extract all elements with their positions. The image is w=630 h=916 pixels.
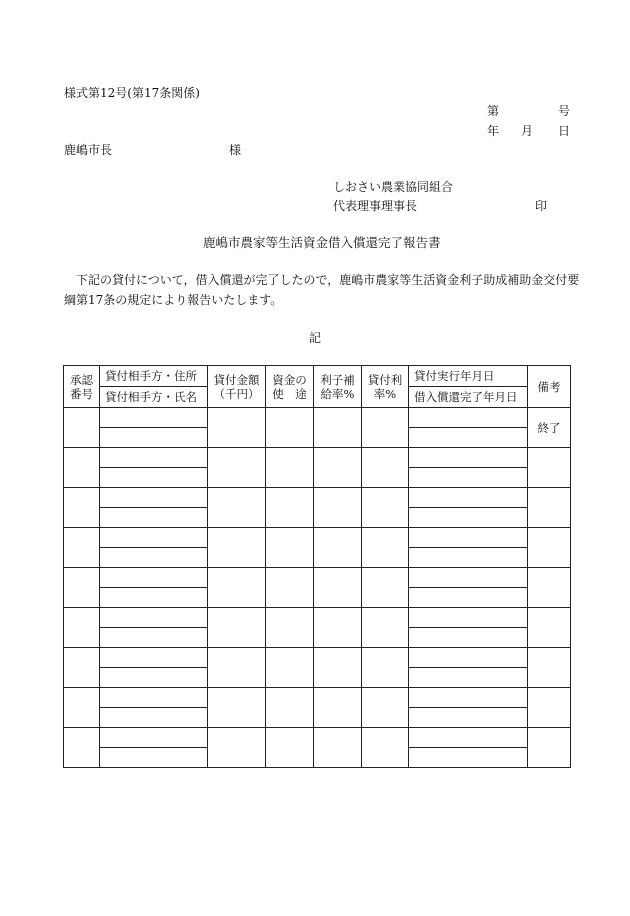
remarks-cell[interactable] [528, 608, 571, 648]
borrower-address-cell[interactable] [100, 568, 208, 588]
loan-amount-cell[interactable] [208, 728, 266, 768]
subsidy-rate-cell[interactable] [314, 688, 362, 728]
borrower-address-cell[interactable] [100, 648, 208, 668]
subsidy-rate-cell[interactable] [314, 488, 362, 528]
ki-heading: 記 [309, 331, 322, 345]
interest-rate-cell[interactable] [362, 728, 409, 768]
approval-number-cell[interactable] [64, 688, 100, 728]
repay-date-cell[interactable] [409, 428, 528, 448]
document-number-suffix: 号 [558, 104, 571, 118]
table-row [64, 728, 571, 748]
remarks-cell[interactable] [528, 448, 571, 488]
borrower-address-cell[interactable] [100, 448, 208, 468]
loan-date-cell[interactable] [409, 448, 528, 468]
interest-rate-cell[interactable] [362, 488, 409, 528]
borrower-name-cell[interactable] [100, 428, 208, 448]
remarks-cell[interactable] [528, 528, 571, 568]
approval-number-cell[interactable] [64, 728, 100, 768]
approval-number-cell[interactable] [64, 648, 100, 688]
fund-usage-cell[interactable] [266, 648, 314, 688]
addressee-honorific: 様 [229, 143, 242, 157]
repay-date-cell[interactable] [409, 508, 528, 528]
interest-rate-cell[interactable] [362, 448, 409, 488]
interest-rate-cell[interactable] [362, 608, 409, 648]
form-number: 様式第12号(第17条関係) [64, 86, 200, 100]
fund-usage-cell[interactable] [266, 728, 314, 768]
remarks-cell[interactable] [528, 488, 571, 528]
header-loan-amount [208, 366, 266, 408]
fund-usage-cell[interactable] [266, 408, 314, 448]
loan-amount-cell[interactable] [208, 448, 266, 488]
interest-rate-cell[interactable] [362, 528, 409, 568]
loan-amount-cell[interactable] [208, 648, 266, 688]
borrower-name-cell[interactable] [100, 628, 208, 648]
remarks-cell[interactable] [528, 648, 571, 688]
table-row [64, 648, 571, 668]
seal-mark: 印 [535, 199, 548, 213]
repay-date-cell[interactable] [409, 468, 528, 488]
repay-date-cell[interactable] [409, 588, 528, 608]
subsidy-rate-cell[interactable] [314, 648, 362, 688]
loan-amount-cell[interactable] [208, 488, 266, 528]
repay-date-cell[interactable] [409, 628, 528, 648]
date-day-label: 日 [558, 124, 571, 138]
subsidy-rate-cell[interactable] [314, 528, 362, 568]
sender-organization: しおさい農業協同組合 [333, 180, 454, 194]
header-amount-line1: 貸付金額 [213, 372, 260, 387]
header-subsidy-line1: 利子補 [320, 372, 355, 387]
fund-usage-cell[interactable] [266, 608, 314, 648]
addressee-name: 鹿嶋市長 [64, 143, 113, 157]
loan-amount-cell[interactable] [208, 608, 266, 648]
borrower-name-cell[interactable] [100, 508, 208, 528]
header-interest-line2: 率% [373, 386, 397, 401]
header-subsidy-rate [314, 366, 362, 408]
borrower-address-cell[interactable] [100, 728, 208, 748]
repay-date-cell[interactable] [409, 748, 528, 768]
loan-date-cell[interactable] [409, 528, 528, 548]
remarks-cell[interactable] [528, 728, 571, 768]
interest-rate-cell[interactable] [362, 408, 409, 448]
repay-date-cell[interactable] [409, 668, 528, 688]
report-table [63, 365, 571, 768]
borrower-name-cell[interactable] [100, 548, 208, 568]
loan-date-cell[interactable] [409, 728, 528, 748]
borrower-address-cell[interactable] [100, 488, 208, 508]
header-approval-number [64, 366, 100, 408]
approval-number-cell[interactable] [64, 528, 100, 568]
header-loan-date: 貸付実行年月日 [409, 366, 528, 387]
approval-number-cell[interactable] [64, 488, 100, 528]
approval-number-cell[interactable] [64, 448, 100, 488]
interest-rate-cell[interactable] [362, 568, 409, 608]
borrower-name-cell[interactable] [100, 468, 208, 488]
header-approval-line1: 承認 [70, 372, 93, 387]
document-title: 鹿嶋市農家等生活資金借入償還完了報告書 [203, 235, 441, 250]
table-row [64, 568, 571, 588]
borrower-address-cell[interactable] [100, 688, 208, 708]
subsidy-rate-cell[interactable] [314, 568, 362, 608]
loan-date-cell[interactable] [409, 488, 528, 508]
borrower-name-cell[interactable] [100, 588, 208, 608]
header-usage-line1: 資金の [272, 372, 307, 387]
loan-date-cell[interactable] [409, 688, 528, 708]
interest-rate-cell[interactable] [362, 688, 409, 728]
fund-usage-cell[interactable] [266, 528, 314, 568]
subsidy-rate-cell[interactable] [314, 728, 362, 768]
remarks-cell[interactable]: 終了 [528, 408, 571, 448]
table-row [64, 608, 571, 628]
borrower-name-cell[interactable] [100, 668, 208, 688]
header-amount-line2: （千円） [213, 386, 260, 401]
header-row-top [64, 366, 571, 387]
table-row [64, 528, 571, 548]
repay-date-cell[interactable] [409, 708, 528, 728]
remarks-cell[interactable] [528, 688, 571, 728]
loan-amount-cell[interactable] [208, 688, 266, 728]
interest-rate-cell[interactable] [362, 648, 409, 688]
body-line-2: 綱第17条の規定により報告いたします。 [64, 293, 283, 307]
sender-representative: 代表理事理事長 [333, 199, 418, 213]
header-remarks: 備考 [528, 366, 571, 408]
header-borrower-name: 貸付相手方・氏名 [100, 387, 208, 408]
header-repay-date: 借入償還完了年月日 [409, 387, 528, 408]
approval-number-cell[interactable] [64, 568, 100, 608]
table-row [64, 408, 571, 428]
remarks-cell[interactable] [528, 568, 571, 608]
fund-usage-cell[interactable] [266, 448, 314, 488]
header-fund-usage [266, 366, 314, 408]
header-approval-line2: 番号 [70, 386, 93, 401]
fund-usage-cell[interactable] [266, 568, 314, 608]
loan-amount-cell[interactable] [208, 528, 266, 568]
header-borrower-address: 貸付相手方・住所 [100, 366, 208, 387]
header-subsidy-line2: 給率% [320, 386, 355, 401]
loan-date-cell[interactable] [409, 408, 528, 428]
borrower-name-cell[interactable] [100, 748, 208, 768]
borrower-address-cell[interactable] [100, 608, 208, 628]
approval-number-cell[interactable] [64, 408, 100, 448]
table-row [64, 488, 571, 508]
subsidy-rate-cell[interactable] [314, 608, 362, 648]
approval-number-cell[interactable] [64, 608, 100, 648]
date-month-label: 月 [521, 124, 534, 138]
loan-amount-cell[interactable] [208, 408, 266, 448]
loan-date-cell[interactable] [409, 608, 528, 628]
borrower-address-cell[interactable] [100, 528, 208, 548]
borrower-address-cell[interactable] [100, 408, 208, 428]
subsidy-rate-cell[interactable] [314, 408, 362, 448]
header-usage-line2: 使 途 [272, 386, 307, 401]
loan-amount-cell[interactable] [208, 568, 266, 608]
table-row [64, 448, 571, 468]
loan-date-cell[interactable] [409, 568, 528, 588]
subsidy-rate-cell[interactable] [314, 448, 362, 488]
body-line-1: 下記の貸付について，借入償還が完了したので，鹿嶋市農家等生活資金利子助成補助金交付要 [76, 273, 580, 287]
loan-date-cell[interactable] [409, 648, 528, 668]
repay-date-cell[interactable] [409, 548, 528, 568]
header-interest-rate [362, 366, 409, 408]
borrower-name-cell[interactable] [100, 708, 208, 728]
table-row [64, 688, 571, 708]
fund-usage-cell[interactable] [266, 488, 314, 528]
date-year-label: 年 [487, 124, 500, 138]
body-text [64, 270, 580, 310]
document-number-prefix: 第 [487, 104, 500, 118]
fund-usage-cell[interactable] [266, 688, 314, 728]
header-interest-line1: 貸付利 [367, 372, 403, 387]
